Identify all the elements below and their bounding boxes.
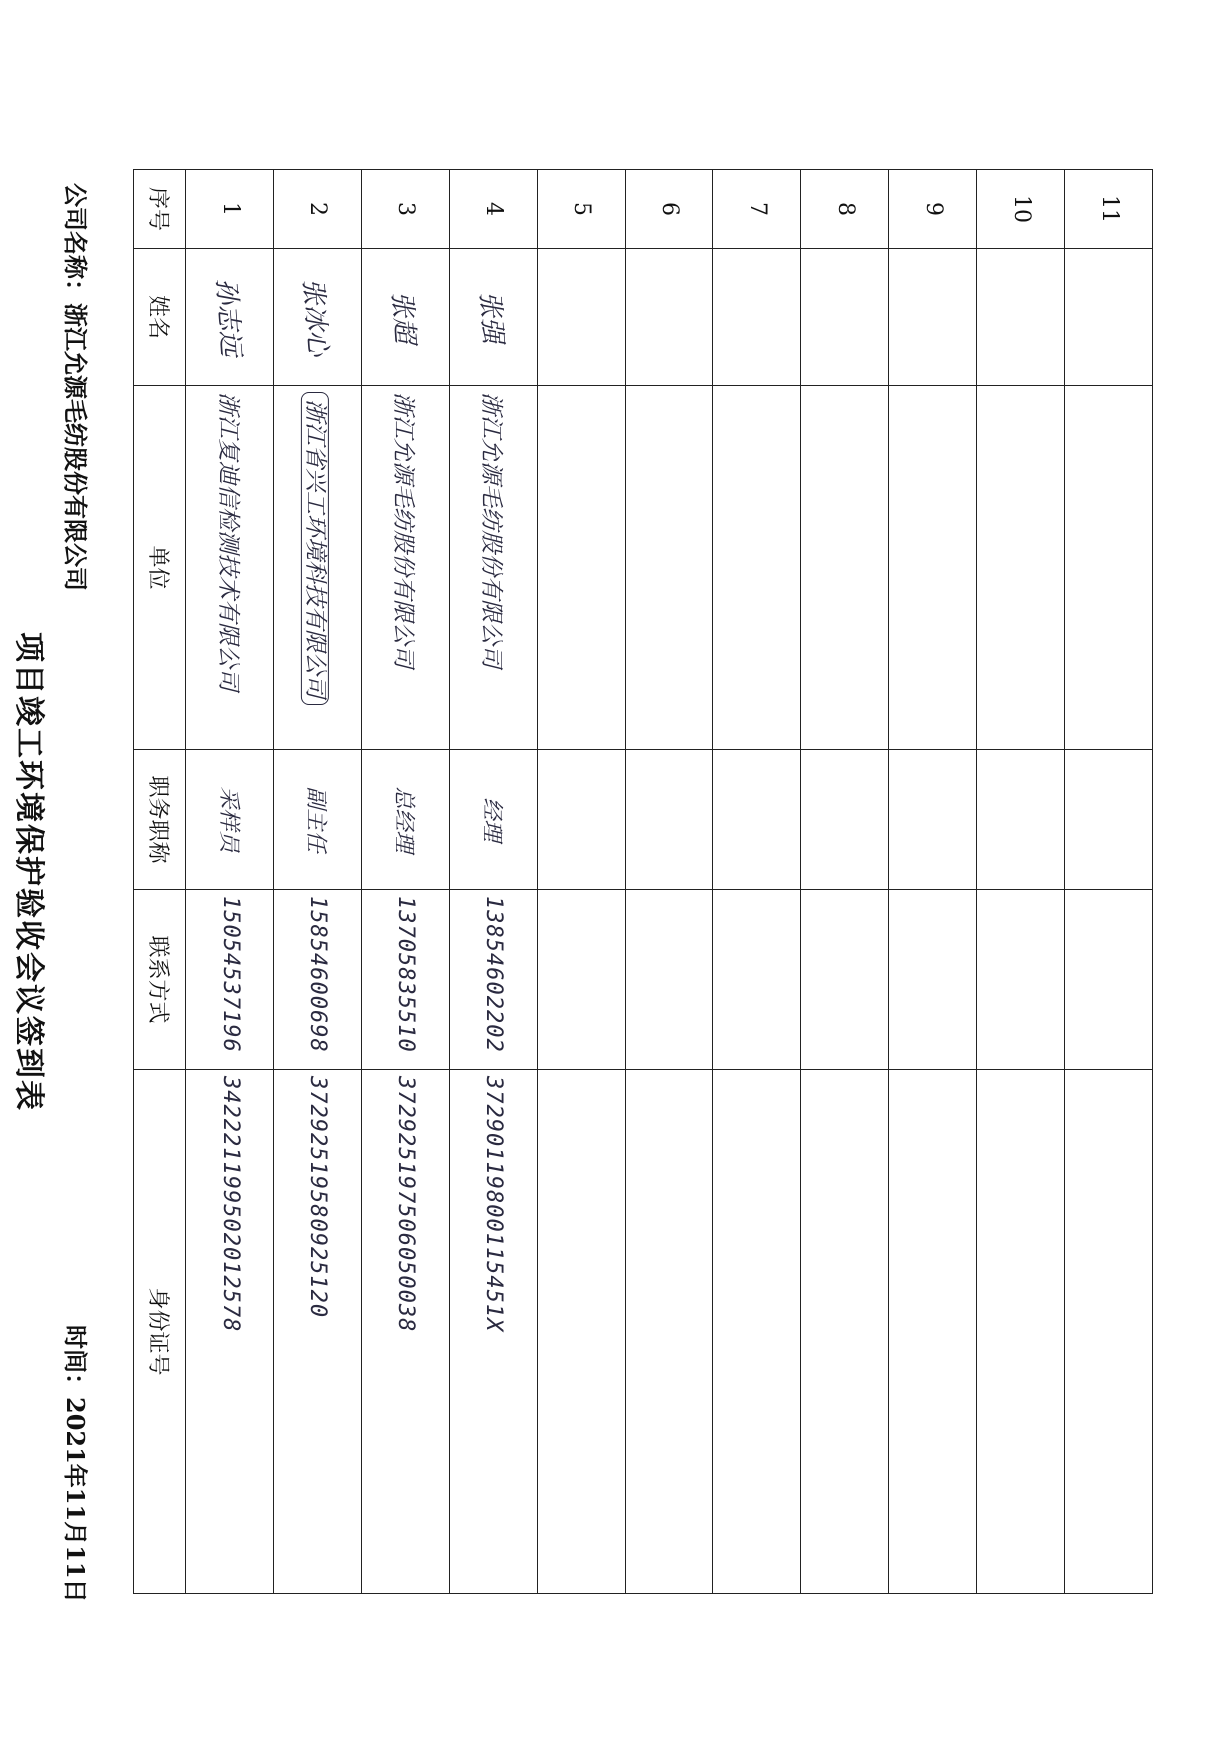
row-unit: 浙江复迪信检测技术有限公司 [186,386,274,750]
row-unit [889,386,977,750]
row-phone [1065,890,1153,1070]
document-title: 项目竣工环境保护验收会议签到表 [11,632,46,1112]
row-phone [537,890,625,1070]
row-title: 经理 [449,750,537,890]
row-unit: 浙江允源毛纺股份有限公司 [449,386,537,750]
company-name: 浙江允源毛纺股份有限公司 [61,303,90,591]
row-unit [1065,386,1153,750]
row-title [625,750,713,890]
row-name [449,249,537,386]
row-id-number: 342221199502012578 [186,1070,274,1594]
row-phone: 15854600698 [273,890,361,1070]
row-phone [977,890,1065,1070]
row-seq: 8 [801,170,889,249]
row-id-number [801,1070,889,1594]
row-id-number [1065,1070,1153,1594]
row-title: 总经理 [361,750,449,890]
row-name [361,249,449,386]
boxed-unit-text: 浙江省兴工环境科技有限公司 [301,392,329,705]
row-id-number [537,1070,625,1594]
row-seq: 6 [625,170,713,249]
row-id-number: 37290119800115451X [449,1070,537,1594]
row-seq: 1 [186,170,274,249]
table-row [625,170,713,1594]
date-line [60,1325,95,1603]
row-title [537,750,625,890]
row-unit [537,386,625,750]
row-name [273,249,361,386]
handwritten-name: 张强 [473,290,508,345]
table-row [361,170,449,1594]
header-name: 姓名 [134,249,186,386]
row-id-number [625,1070,713,1594]
row-title [889,750,977,890]
row-unit [625,386,713,750]
row-name [889,249,977,386]
table-row [713,170,801,1594]
row-id-number [713,1070,801,1594]
handwritten-name: 张超 [385,290,420,345]
row-seq: 9 [889,170,977,249]
header-row [134,170,186,1594]
row-phone: 15054537196 [186,890,274,1070]
row-id-number: 37292519580925120 [273,1070,361,1594]
table-row [1065,170,1153,1594]
header-unit: 单位 [134,386,186,750]
row-seq: 10 [977,170,1065,249]
row-phone: 13854602202 [449,890,537,1070]
row-name [625,249,713,386]
row-name [186,249,274,386]
row-title [1065,750,1153,890]
row-seq: 7 [713,170,801,249]
table-row [537,170,625,1594]
table-row [273,170,361,1594]
handwritten-name: 张冰心 [297,277,333,358]
row-seq: 11 [1065,170,1153,249]
row-unit [801,386,889,750]
row-id-number [977,1070,1065,1594]
row-id-number: 372925197506050038 [361,1070,449,1594]
row-name [537,249,625,386]
row-seq: 2 [273,170,361,249]
table-row [977,170,1065,1594]
company-line [60,183,95,591]
row-seq: 4 [449,170,537,249]
header-phone: 联系方式 [134,890,186,1070]
row-unit [977,386,1065,750]
date-value: 2021年11月11日 [61,1397,90,1603]
row-phone [713,890,801,1070]
row-title: 副主任 [273,750,361,890]
row-title [977,750,1065,890]
row-unit [273,386,361,750]
row-name [977,249,1065,386]
row-phone [889,890,977,1070]
table-row [449,170,537,1594]
row-phone [625,890,713,1070]
row-phone [801,890,889,1070]
date-label: 时间： [61,1325,90,1397]
row-name [801,249,889,386]
row-name [1065,249,1153,386]
row-title [801,750,889,890]
header-seq: 序号 [134,170,186,249]
header-title: 职务职称 [134,750,186,890]
company-label: 公司名称： [61,183,90,303]
row-name [713,249,801,386]
handwritten-name: 孙志远 [209,277,245,358]
row-id-number [889,1070,977,1594]
header-id-number: 身份证号 [134,1070,186,1594]
row-title [713,750,801,890]
table-row [801,170,889,1594]
table-row [186,170,274,1594]
table-row [889,170,977,1594]
row-title: 采样员 [186,750,274,890]
row-seq: 3 [361,170,449,249]
row-unit: 浙江允源毛纺股份有限公司 [361,386,449,750]
row-seq: 5 [537,170,625,249]
row-phone: 13705835510 [361,890,449,1070]
row-unit [713,386,801,750]
sign-in-table [133,169,1153,1594]
